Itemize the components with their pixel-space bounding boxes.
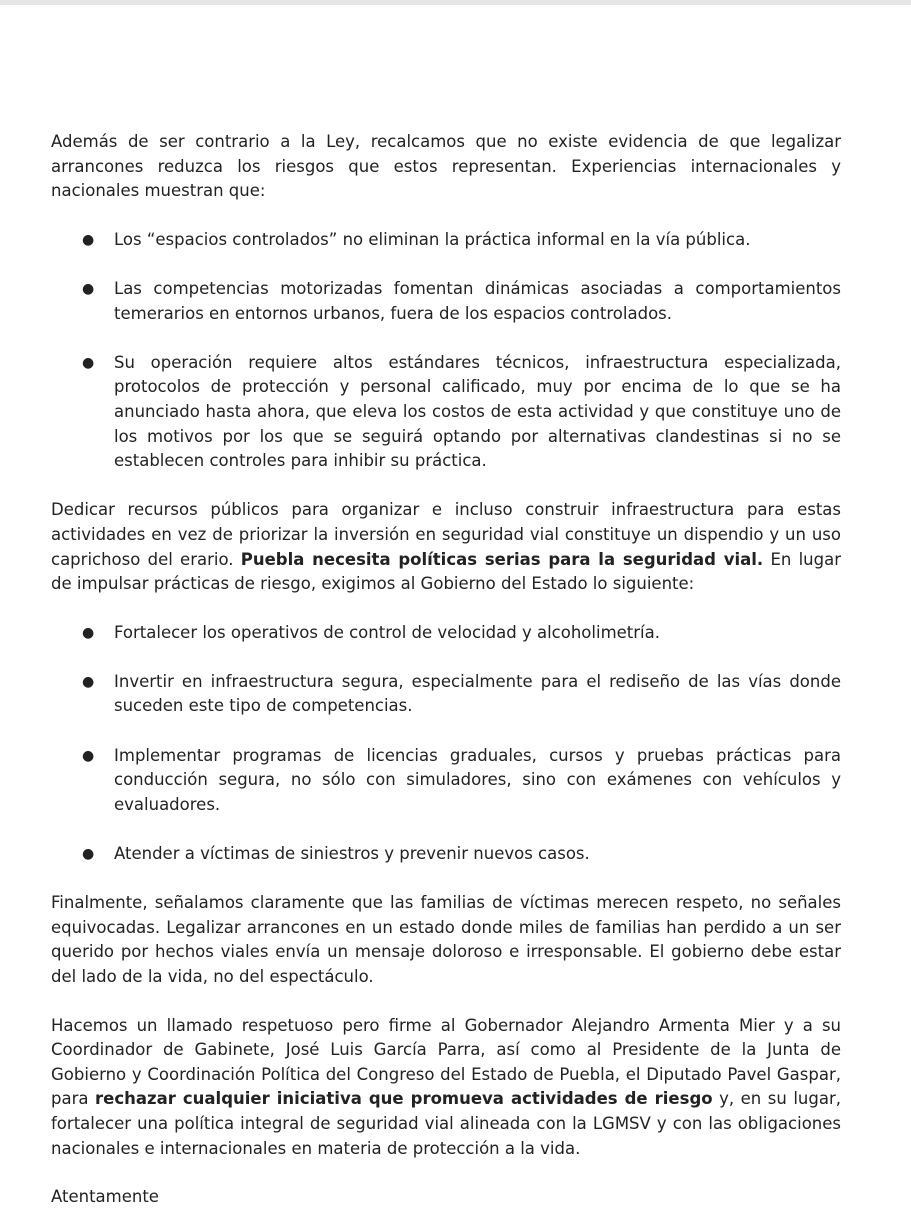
top-border (0, 0, 911, 5)
list-item-text: Las competencias motorizadas fomentan dinámicas asociadas a comportamientos temerarios en entornos urbanos, fuera de los espacios controlados. (114, 278, 841, 323)
list-item (51, 670, 841, 719)
list-experiences (51, 228, 841, 474)
list-item (51, 277, 841, 326)
paragraph-text: Hacemos un llamado respetuoso pero firme al Gobernador Alejandro Armenta Mier y a su Coordinador de Gabinete, José Luis García Parra, así como al Presidente de la Junta de Gobierno y Coordinación Política del Congreso del Estado de Puebla, el Diputado Pavel Gaspar, para (51, 1015, 841, 1109)
paragraph-text: En lugar de impulsar prácticas de riesgo, exigimos al Gobierno del Estado lo siguiente: (51, 549, 841, 594)
emphasis-text: rechazar cualquier iniciativa que promueva actividades de riesgo (95, 1089, 713, 1109)
closing-salutation: Atentamente (51, 1187, 159, 1207)
list-item-text: Invertir en infraestructura segura, especialmente para el rediseño de las vías donde suceden este tipo de competencias. (114, 671, 841, 716)
bullet-icon: ● (82, 354, 95, 371)
list-item (51, 351, 841, 474)
list-item (51, 621, 841, 646)
bullet-icon: ● (82, 673, 95, 690)
bullet-icon: ● (82, 846, 95, 863)
list-item-text: Implementar programas de licencias graduales, cursos y pruebas prácticas para conducción segura, no sólo con simuladores, sino con exámenes con vehículos y evaluadores. (114, 745, 841, 814)
bullet-icon: ● (82, 280, 95, 297)
list-item (51, 744, 841, 818)
list-item-text: Los “espacios controlados” no eliminan la práctica informal en la vía pública. (114, 229, 751, 249)
paragraph-text: Dedicar recursos públicos para organizar e incluso construir infraestructura para estas actividades en vez de priorizar la inversión en seguridad vial constituye un dispendio y un uso caprichoso del erario. (51, 500, 841, 569)
paragraph-text: y, en su lugar, fortalecer una política integral de seguridad vial alineada con la LGMSV y con las obligaciones nacionales e internacionales en materia de protección a la vida. (51, 1089, 842, 1158)
bullet-icon: ● (82, 747, 95, 764)
paragraph-resources (51, 498, 841, 596)
list-item (51, 228, 841, 253)
paragraph-evidence: Además de ser contrario a la Ley, recalcamos que no existe evidencia de que legalizar arrancones reduzca los riesgos que estos representan. Experiencias internacionales y nacionales muestran que: (51, 132, 841, 201)
list-item (51, 842, 841, 867)
paragraph-call-to-action (51, 1014, 841, 1162)
emphasis-text: Puebla necesita políticas serias para la seguridad vial. (240, 549, 764, 569)
bullet-icon: ● (82, 624, 95, 641)
document-page (51, 130, 841, 1210)
list-demands (51, 621, 841, 867)
paragraph-families: Finalmente, señalamos claramente que las familias de víctimas merecen respeto, no señales equivocadas. Legalizar arrancones en un estado donde miles de familias han perdido a un ser querido por hechos viales envía un mensaje doloroso e irresponsable. El gobierno debe estar del lado de la vida, no del espectáculo. (51, 893, 841, 986)
list-item-text: Su operación requiere altos estándares técnicos, infraestructura especializada, protocolos de protección y personal calificado, muy por encima de lo que se ha anunciado hasta ahora, que eleva los costos de esta actividad y que constituye uno de los motivos por los que se seguirá optando por alternativas clandestinas si no se establecen controles para inhibir su práctica. (114, 352, 841, 471)
list-item-text: Atender a víctimas de siniestros y prevenir nuevos casos. (114, 844, 590, 864)
bullet-icon: ● (82, 231, 95, 248)
list-item-text: Fortalecer los operativos de control de velocidad y alcoholimetría. (114, 622, 660, 642)
